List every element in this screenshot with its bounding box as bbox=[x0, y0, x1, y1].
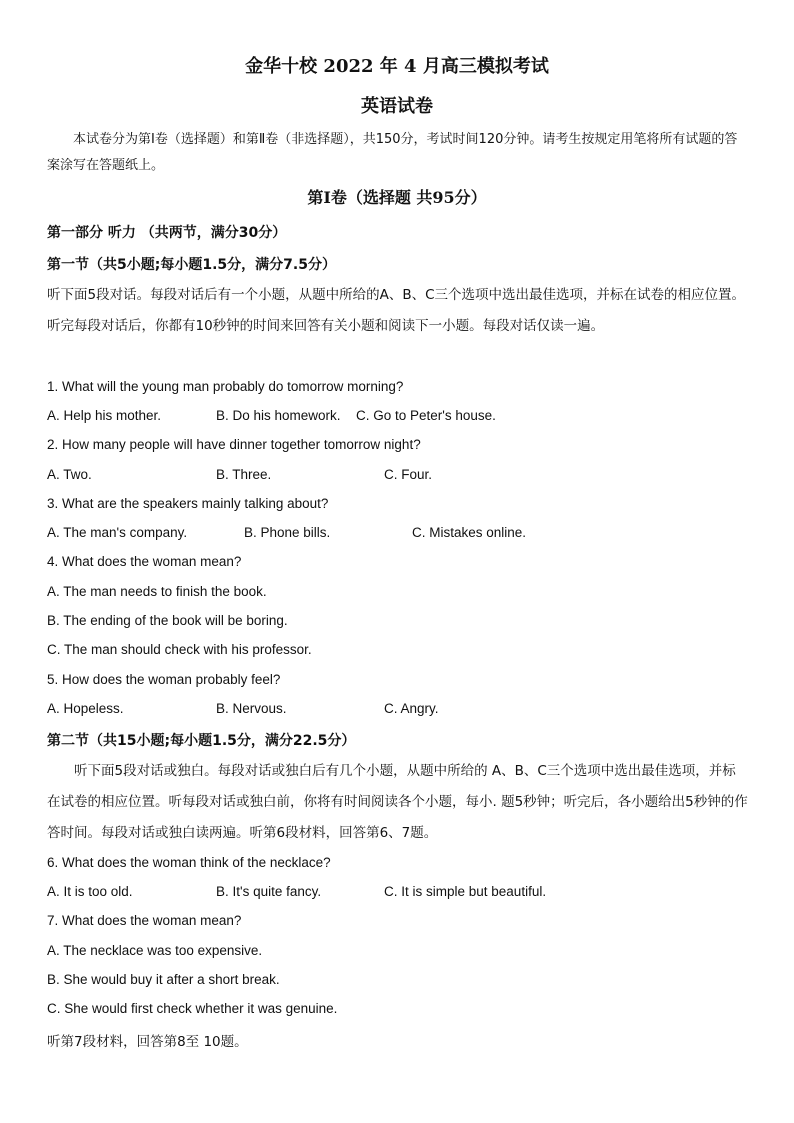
q3-option-a: A. The man's company. bbox=[47, 525, 188, 540]
question-2: 2. How many people will have dinner together tomorrow night? bbox=[47, 437, 421, 452]
q6-option-b: B. It's quite fancy. bbox=[216, 884, 322, 899]
q4-option-c: C. The man should check with his professor. bbox=[47, 642, 312, 657]
q3-option-c: C. Mistakes online. bbox=[412, 525, 527, 540]
q5-option-b: B. Nervous. bbox=[216, 701, 287, 716]
question-7: 7. What does the woman mean? bbox=[47, 913, 242, 928]
question-3: 3. What are the speakers mainly talking about? bbox=[47, 496, 329, 511]
section1-instructions: 听下面5段对话。每段对话后有一个小题，从题中所给的A、B、C三个选项中选出最佳选项，并标在试卷的相应位置。听完每段对话后，你都有10秒钟的时间来回答有关小题和阅读下一小题。每段对话仅读一遍。 bbox=[47, 287, 746, 334]
section2-instructions: 听下面5段对话或独白。每段对话或独白后有几个小题，从题中所给的 A、B、C三个选项中选出最佳选项，并标在试卷的相应位置。听每段对话或独白前，你将有时间阅读各个小题，每小. 题5秒钟；听完后，各小题给出5秒钟的作答时间。每段对话或独白读两遍。听第6段材料，回答第6、7题。 bbox=[47, 763, 748, 841]
question-1: 1. What will the young man probably do tomorrow morning? bbox=[47, 379, 404, 394]
q5-option-a: A. Hopeless. bbox=[47, 701, 124, 716]
q2-option-b: B. Three. bbox=[216, 467, 272, 482]
question-6: 6. What does the woman think of the necklace? bbox=[47, 855, 331, 870]
q1-option-c: C. Go to Peter's house. bbox=[356, 408, 496, 423]
volume1-title: 第Ⅰ卷（选择题 共95分） bbox=[307, 188, 487, 207]
question-4: 4. What does the woman mean? bbox=[47, 554, 242, 569]
exam-intro: 本试卷分为第Ⅰ卷（选择题）和第Ⅱ卷（非选择题），共150分，考试时间120分钟。请考生按规定用笔将所有试题的答案涂写在答题纸上。 bbox=[47, 132, 738, 173]
section1-title: 第一节（共5小题;每小题1.5分，满分7.5分） bbox=[47, 257, 336, 273]
exam-title: 金华十校 2022 年 4 月高三模拟考试 bbox=[245, 56, 549, 77]
part1-title: 第一部分 听力 （共两节，满分30分） bbox=[47, 225, 287, 241]
q6-option-c: C. It is simple but beautiful. bbox=[384, 884, 547, 899]
q2-option-c: C. Four. bbox=[384, 467, 433, 482]
q1-option-b: B. Do his homework. bbox=[216, 408, 341, 423]
q6-option-a: A. It is too old. bbox=[47, 884, 133, 899]
q1-option-a: A. Help his mother. bbox=[47, 408, 162, 423]
q7-option-b: B. She would buy it after a short break. bbox=[47, 972, 280, 987]
q4-option-a: A. The man needs to finish the book. bbox=[47, 584, 267, 599]
q4-option-b: B. The ending of the book will be boring. bbox=[47, 613, 288, 628]
q5-option-c: C. Angry. bbox=[384, 701, 439, 716]
q7-option-c: C. She would first check whether it was genuine. bbox=[47, 1001, 338, 1016]
section2-title: 第二节（共15小题;每小题1.5分，满分22.5分） bbox=[47, 733, 356, 749]
q2-option-a: A. Two. bbox=[47, 467, 92, 482]
question-5: 5. How does the woman probably feel? bbox=[47, 672, 281, 687]
q3-option-b: B. Phone bills. bbox=[244, 525, 331, 540]
subject-title: 英语试卷 bbox=[361, 96, 433, 117]
next-material-note: 听第7段材料，回答第8至 10题。 bbox=[47, 1034, 248, 1050]
q7-option-a: A. The necklace was too expensive. bbox=[47, 943, 263, 958]
